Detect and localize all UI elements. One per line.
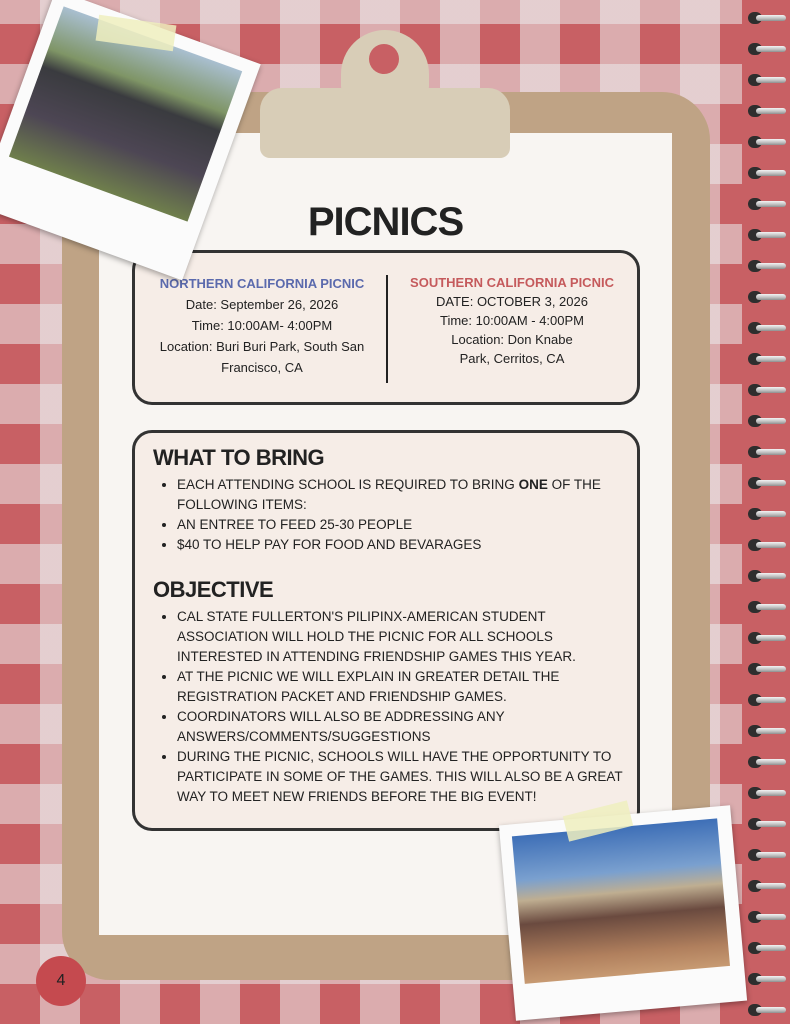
objective-list [159, 607, 637, 807]
southern-location-line1: Location: Don Knabe [451, 332, 573, 347]
spiral-ring [748, 1004, 786, 1016]
southern-time: Time: 10:00AM - 4:00PM [439, 313, 584, 328]
list-item: • CAL STATE FULLERTON'S PILIPINX-AMERICAN STUDENT ASSOCIATION WILL HOLD THE PICNIC FOR ALL SCHOOLS INTERESTED IN ATTENDING FRIENDSHIP GAMES THIS YEAR. [177, 607, 637, 667]
spiral-ring [748, 322, 786, 334]
spiral-ring [748, 849, 786, 861]
info-box [132, 430, 640, 831]
list-item-text: EACH ATTENDING SCHOOL IS REQUIRED TO BRING [177, 477, 519, 492]
list-item: • AT THE PICNIC WE WILL EXPLAIN IN GREATER DETAIL THE REGISTRATION PACKET AND FRIENDSHIP GAMES. [177, 667, 637, 707]
spiral-ring [748, 43, 786, 55]
what-to-bring-list [159, 475, 637, 555]
southern-heading: SOUTHERN CALIFORNIA PICNIC [410, 275, 614, 290]
list-item: • $40 TO HELP PAY FOR FOOD AND BEVARAGES [177, 535, 637, 555]
northern-location: Location: Buri Buri Park, South San Francisco, CA [159, 339, 365, 375]
spiral-ring [748, 694, 786, 706]
spiral-ring [748, 105, 786, 117]
southern-date: DATE: OCTOBER 3, 2026 [436, 294, 588, 309]
northern-heading: NORTHERN CALIFORNIA PICNIC [159, 276, 365, 291]
objective-heading: OBJECTIVE [153, 577, 274, 602]
spiral-ring [748, 787, 786, 799]
southern-location-line2: Park, Cerritos, CA [459, 351, 565, 366]
spiral-ring [748, 818, 786, 830]
spiral-ring [748, 415, 786, 427]
clipboard-clip [260, 88, 510, 158]
northern-date: Date: September 26, 2026 [185, 297, 339, 312]
spiral-ring [748, 260, 786, 272]
spiral-ring [748, 601, 786, 613]
spiral-ring [748, 167, 786, 179]
list-item: • DURING THE PICNIC, SCHOOLS WILL HAVE THE OPPORTUNITY TO PARTICIPATE IN SOME OF THE GAMES. THIS WILL ALSO BE A GREAT WAY TO MEET NEW FRIENDS BEFORE THE BIG EVENT! [177, 747, 637, 807]
spiral-ring [748, 353, 786, 365]
clipboard-clip-hole [369, 44, 399, 74]
list-item-emphasis: ONE [518, 477, 548, 492]
spiral-ring [748, 632, 786, 644]
list-item: • COORDINATORS WILL ALSO BE ADDRESSING ANY ANSWERS/COMMENTS/SUGGESTIONS [177, 707, 637, 747]
spiral-ring [748, 911, 786, 923]
picnic-details-box [132, 250, 640, 405]
column-divider [386, 275, 388, 383]
spiral-ring [748, 291, 786, 303]
spiral-ring [748, 136, 786, 148]
spiral-binding [742, 0, 790, 1024]
spiral-ring [748, 973, 786, 985]
spiral-ring [748, 942, 786, 954]
spiral-ring [748, 756, 786, 768]
southern-picnic-info [397, 273, 627, 368]
page-number: 4 [36, 956, 86, 1006]
beach-photo-polaroid [499, 805, 747, 1020]
spiral-ring [748, 74, 786, 86]
list-item [177, 475, 637, 515]
spiral-ring [748, 539, 786, 551]
spiral-ring [748, 446, 786, 458]
spiral-ring [748, 663, 786, 675]
beach-photo [512, 818, 730, 983]
spiral-ring [748, 198, 786, 210]
spiral-ring [748, 508, 786, 520]
spiral-ring [748, 570, 786, 582]
spiral-ring [748, 229, 786, 241]
what-to-bring-heading: WHAT TO BRING [153, 445, 325, 470]
spiral-ring [748, 12, 786, 24]
spiral-ring [748, 725, 786, 737]
list-item-text: OF THE FOLLOWING ITEMS: [177, 477, 601, 512]
spiral-ring [748, 477, 786, 489]
list-item: • AN ENTREE TO FEED 25-30 PEOPLE [177, 515, 637, 535]
northern-picnic-info [147, 273, 377, 378]
northern-time: Time: 10:00AM- 4:00PM [191, 318, 333, 333]
spiral-ring [748, 880, 786, 892]
page-title: PICNICS [307, 200, 464, 244]
spiral-ring [748, 384, 786, 396]
